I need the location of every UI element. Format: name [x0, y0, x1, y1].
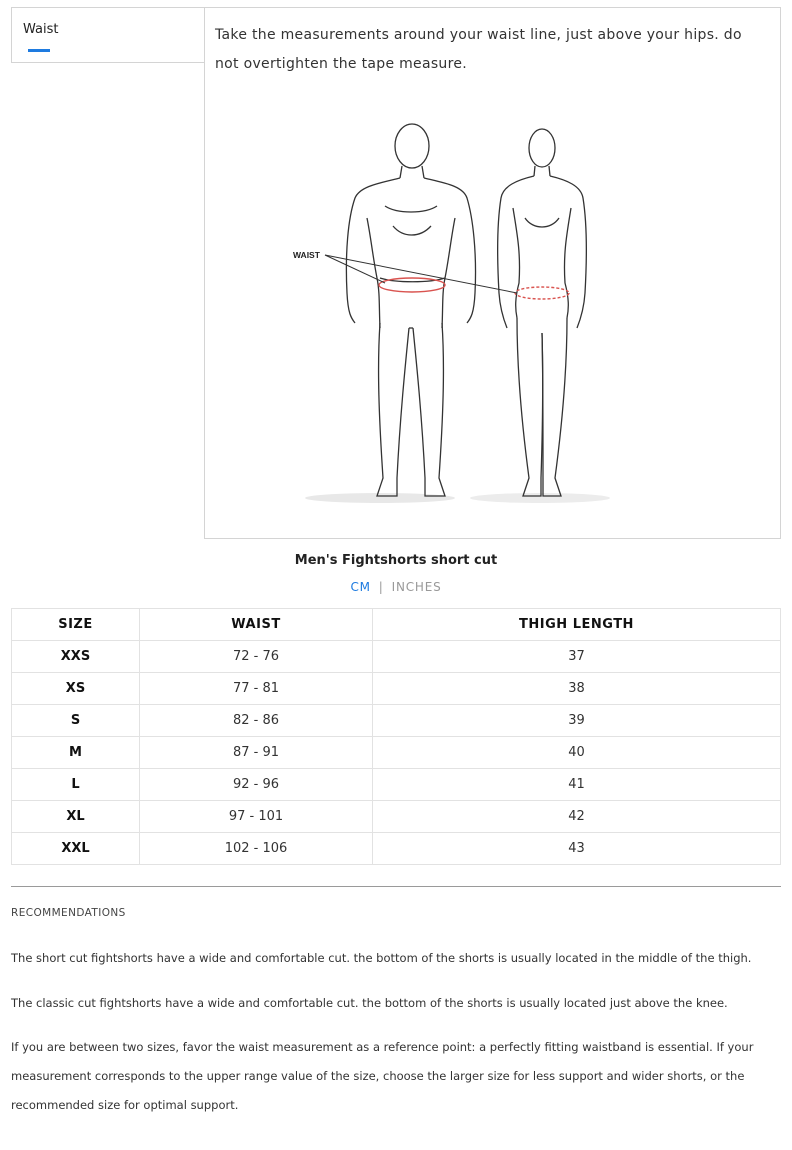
- table-row: [12, 801, 781, 833]
- tab-active-indicator: [28, 49, 50, 52]
- waist-cell: 102 - 106: [140, 833, 373, 865]
- thigh-cell: 42: [373, 801, 781, 833]
- recommendation-paragraph: The short cut fightshorts have a wide and comfortable cut. the bottom of the shorts is usually located in the middle of the thigh.: [11, 951, 752, 965]
- waist-cell: 82 - 86: [140, 705, 373, 737]
- tab-label: Waist: [23, 22, 59, 37]
- chart-title: Men's Fightshorts short cut: [294, 553, 498, 568]
- measurement-description: Take the measurements around your waist line, just above your hips. do not overtighten the tape measure.: [215, 27, 742, 72]
- header-size: SIZE: [12, 609, 140, 641]
- table-row: [12, 769, 781, 801]
- waist-cell: 92 - 96: [140, 769, 373, 801]
- waist-cell: 77 - 81: [140, 673, 373, 705]
- waist-cell: 87 - 91: [140, 737, 373, 769]
- section-divider: [11, 886, 781, 887]
- table-row: [12, 705, 781, 737]
- tab-waist[interactable]: [11, 7, 205, 63]
- unit-cm-toggle[interactable]: CM: [350, 580, 371, 594]
- waist-cell: 97 - 101: [140, 801, 373, 833]
- recommendation-paragraph: The classic cut fightshorts have a wide and comfortable cut. the bottom of the shorts is usually located just above the knee.: [11, 996, 728, 1010]
- table-row: [12, 673, 781, 705]
- size-cell: S: [12, 705, 140, 737]
- size-cell: L: [12, 769, 140, 801]
- measurement-panel: [204, 7, 781, 539]
- size-cell: XS: [12, 673, 140, 705]
- unit-inches-toggle[interactable]: INCHES: [391, 580, 442, 594]
- recommendation-paragraph: If you are between two sizes, favor the waist measurement as a reference point: a perfectly fitting waistband is essential. If your measurement corresponds to the upper range value of the size, choose the larger size for less support and wider shorts, or the recommended size for optimal support.: [11, 1040, 754, 1112]
- size-cell: M: [12, 737, 140, 769]
- figure-waist-label: WAIST: [293, 250, 320, 260]
- thigh-cell: 41: [373, 769, 781, 801]
- thigh-cell: 39: [373, 705, 781, 737]
- unit-separator: |: [378, 580, 384, 594]
- recommendations-heading: RECOMMENDATIONS: [11, 907, 126, 919]
- header-thigh-length: THIGH LENGTH: [373, 609, 781, 641]
- size-table: [11, 608, 781, 865]
- waist-cell: 72 - 76: [140, 641, 373, 673]
- unit-switch: [0, 580, 792, 594]
- thigh-cell: 37: [373, 641, 781, 673]
- table-row: [12, 833, 781, 865]
- table-row: [12, 641, 781, 673]
- thigh-cell: 40: [373, 737, 781, 769]
- size-cell: XXL: [12, 833, 140, 865]
- table-header-row: [12, 609, 781, 641]
- table-row: [12, 737, 781, 769]
- size-cell: XXS: [12, 641, 140, 673]
- body-measurement-illustration: [285, 118, 625, 518]
- size-cell: XL: [12, 801, 140, 833]
- header-waist: WAIST: [140, 609, 373, 641]
- thigh-cell: 43: [373, 833, 781, 865]
- thigh-cell: 38: [373, 673, 781, 705]
